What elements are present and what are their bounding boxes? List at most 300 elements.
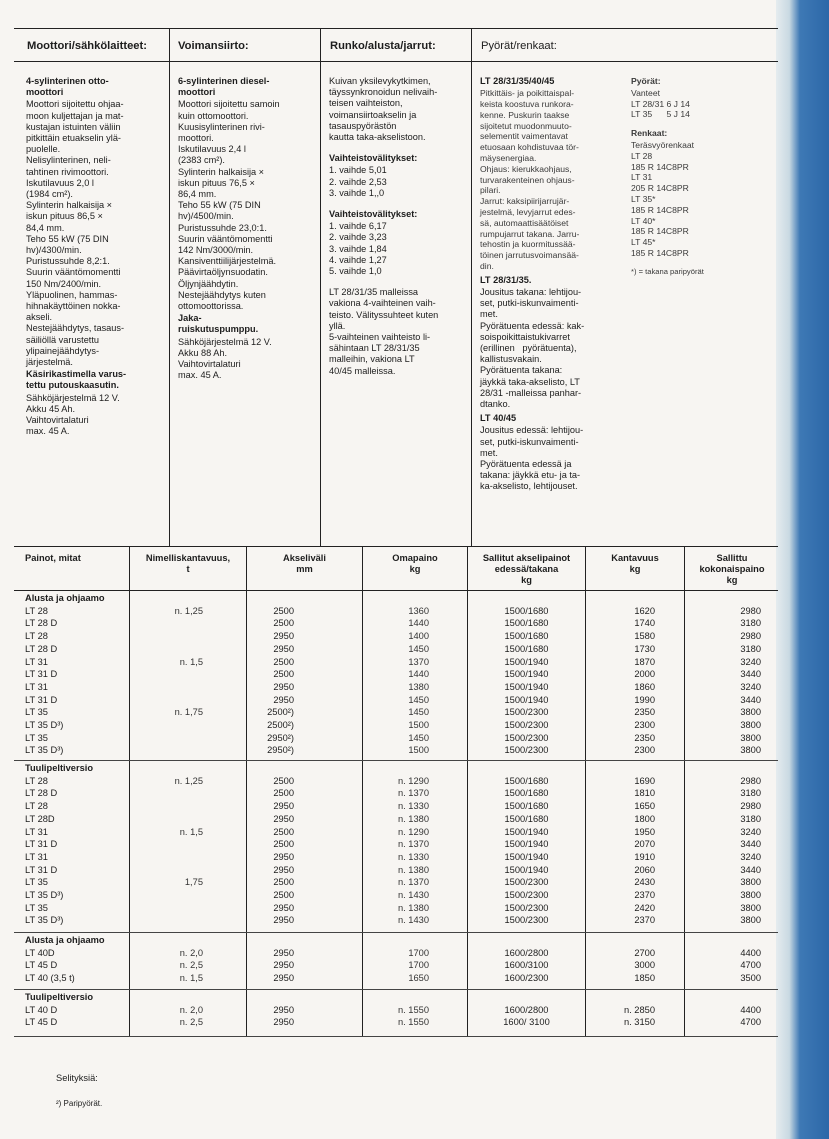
- diesel-engine-line: Kansiventtiilijärjestelmä.: [178, 256, 277, 267]
- diesel-engine-line: Päävirtaöljynsuodatin.: [178, 267, 268, 278]
- cell-capacity: 1850: [634, 973, 655, 984]
- fuel-system-line: max. 45 A.: [26, 426, 70, 437]
- col-divider-1: [169, 28, 170, 546]
- tire-line: 185 R 14C8PR: [631, 247, 689, 258]
- cell-payload: n. 1,5: [179, 826, 203, 837]
- cell-model: LT 31 D: [25, 669, 58, 680]
- suspension-line: Pyörätuenta edessä: kak-: [480, 320, 585, 331]
- cell-gross-weight: 2980: [740, 631, 761, 642]
- cell-capacity: 1860: [634, 681, 655, 692]
- body-steering-brakes-line: rumpujarrut takana. Jarru-: [480, 228, 580, 239]
- cell-capacity: 2370: [634, 890, 655, 900]
- body-steering-brakes-line: jestelmä, levyjarrut edes-: [480, 206, 576, 217]
- cell-kerb-weight: 1450: [408, 694, 429, 705]
- petrol-engine-line: Puristussuhde 8,2:1.: [26, 256, 110, 267]
- rim-line: LT 35 5 J 14: [631, 109, 690, 120]
- suspension-line: set, putki-iskunvaimenti-: [480, 436, 579, 447]
- cell-model: LT 31: [25, 826, 48, 837]
- cell-wheelbase: 2950: [273, 902, 294, 913]
- cell-wheelbase: 2950: [273, 643, 294, 654]
- gearbox-note-line: 40/45 malleissa.: [329, 365, 396, 376]
- cell-wheelbase: 2950: [273, 960, 294, 971]
- cell-wheelbase: 2950: [273, 631, 294, 642]
- cell-capacity: 1740: [634, 618, 655, 629]
- cell-model: LT 35: [25, 732, 48, 743]
- cell-capacity: n. 3150: [623, 1017, 655, 1028]
- th-payload: Nimelliskantavuus, t: [145, 553, 231, 574]
- cell-wheelbase: 2950: [273, 915, 294, 926]
- cell-kerb-weight: 1500: [408, 745, 429, 756]
- diesel-engine-line: Nestejäähdytys kuten: [178, 289, 266, 300]
- cell-gross-weight: 3800: [740, 720, 761, 730]
- cell-model: LT 35: [25, 707, 48, 718]
- cell-payload: n. 1,25: [174, 775, 203, 786]
- lt-28-31-35-suspension-text: [480, 287, 620, 410]
- cell-gross-weight: 3180: [740, 618, 761, 629]
- tire-line: LT 28: [631, 150, 653, 161]
- cell-wheelbase: 2500: [273, 826, 294, 837]
- body-steering-brakes-line: etuosaan kohdistuvaa tör-: [480, 142, 579, 153]
- petrol-engine-line: Nestejäähdytys, tasaus-: [26, 323, 125, 334]
- cell-wheelbase: 2500: [273, 839, 294, 850]
- cell-gross-weight: 4400: [740, 947, 761, 958]
- cell-gross-weight: 3500: [740, 973, 761, 984]
- cell-kerb-weight: 1450: [408, 707, 429, 718]
- cell-axle-loads: 1500/2300: [504, 707, 549, 718]
- lt-40-45-title: LT 40/45: [480, 413, 517, 424]
- diesel-engine-line: hv)/4500/min.: [178, 211, 234, 222]
- cell-capacity: 3000: [634, 960, 655, 971]
- cell-kerb-weight: 1440: [408, 618, 429, 629]
- header-chassis: Runko/alusta/jarrut:: [330, 40, 436, 52]
- petrol-engine-line: Suurin vääntömomentti: [26, 267, 121, 278]
- table-header-rule: [14, 590, 778, 591]
- cell-wheelbase: 2950: [273, 801, 294, 812]
- cell-kerb-weight: n. 1290: [397, 775, 429, 786]
- clutch-gearbox-line: teisen vaihteiston,: [329, 98, 403, 109]
- gearbox-note-line: teisto. Välityssuhteet kuten: [329, 309, 439, 320]
- cell-capacity: 2070: [634, 839, 655, 850]
- rims-list: [631, 88, 771, 120]
- header-transmission: Voimansiirto:: [178, 40, 249, 52]
- petrol-engine-line: 150 Nm/2400/min.: [26, 278, 102, 289]
- gear-ratios-5-list: [329, 221, 469, 277]
- cell-kerb-weight: 1440: [408, 669, 429, 680]
- body-steering-brakes-line: din.: [480, 260, 494, 271]
- cell-capacity: 1810: [634, 788, 655, 799]
- cell-capacity: 1990: [634, 694, 655, 705]
- cell-axle-loads: 1500/1680: [504, 788, 549, 799]
- cell-model: LT 31: [25, 656, 48, 667]
- cell-gross-weight: 3440: [740, 669, 761, 680]
- cell-capacity: 1800: [634, 813, 655, 824]
- petrol-engine-line: ylipainejäähdytys-: [26, 345, 100, 356]
- diesel-engine-line: iskun pituus 76,5 ×: [178, 177, 255, 188]
- suspension-line: Jousitus takana: lehtijou-: [480, 286, 582, 297]
- diesel-engine-line: 142 Nm/3000/min.: [178, 245, 254, 256]
- top-rule: [14, 28, 778, 29]
- lt-40-45-suspension-text: [480, 425, 620, 492]
- suspension-line: dtanko.: [480, 398, 511, 409]
- suspension-line: kallistusvakain.: [480, 354, 542, 365]
- group-title: Tuulipeltiversio: [25, 763, 94, 773]
- petrol-engine-line: 84,4 mm.: [26, 222, 65, 233]
- th-capacity: Kantavuus kg: [611, 553, 659, 574]
- tires-title: Renkaat:: [631, 128, 668, 139]
- cell-model: LT 28 D: [25, 788, 58, 799]
- cell-model: LT 28: [25, 631, 48, 642]
- cell-kerb-weight: n. 1550: [397, 1017, 429, 1028]
- cell-gross-weight: 4700: [740, 1017, 761, 1028]
- gearbox-note-line: sähintaan LT 28/31/35: [329, 343, 420, 354]
- diesel-engine-line: Moottori sijoitettu samoin: [178, 99, 280, 110]
- cell-model: LT 35 D³): [25, 720, 64, 730]
- page-edge-blue-strip: [776, 0, 829, 1139]
- suspension-line: (erillinen pyörätuenta),: [480, 342, 577, 353]
- cell-kerb-weight: 1360: [408, 605, 429, 616]
- cell-kerb-weight: 1700: [408, 947, 429, 958]
- petrol-engine-line: tahtinen rivimoottori.: [26, 166, 109, 177]
- gearbox-note-line: vakiona 4-vaihteinen vaih-: [329, 298, 436, 309]
- petrol-engine-line: moon kuljettajan ja mat-: [26, 110, 124, 121]
- cell-model: LT 31 D: [25, 694, 58, 705]
- group-title: Alusta ja ohjaamo: [25, 593, 105, 603]
- cell-kerb-weight: n. 1330: [397, 801, 429, 812]
- cell-wheelbase: 2500: [273, 877, 294, 888]
- cell-capacity: n. 2850: [623, 1004, 655, 1015]
- petrol-engine-title: 4-sylinterinen otto- moottori: [26, 76, 109, 98]
- cell-axle-loads: 1500/2300: [504, 720, 549, 730]
- cell-gross-weight: 4700: [740, 960, 761, 971]
- cell-gross-weight: 2980: [740, 605, 761, 616]
- cell-model: LT 35 D³): [25, 915, 64, 926]
- body-steering-brakes-line: mäysenergiaa.: [480, 152, 537, 163]
- cell-model: LT 35: [25, 877, 48, 888]
- cell-wheelbase: 2500: [273, 775, 294, 786]
- cell-gross-weight: 3800: [740, 745, 761, 756]
- cell-gross-weight: 3440: [740, 864, 761, 875]
- gear-ratios-5-title: Vaihteistovälitykset:: [329, 209, 418, 220]
- cell-wheelbase: 2500: [273, 788, 294, 799]
- clutch-gearbox-line: Kuivan yksilevykytkimen,: [329, 76, 431, 86]
- body-steering-brakes-line: kenne. Puskurin taakse: [480, 109, 570, 120]
- cell-axle-loads: 1500/2300: [504, 902, 549, 913]
- cell-axle-loads: 1500/1680: [504, 813, 549, 824]
- cell-capacity: 1650: [634, 801, 655, 812]
- fuel-system-line: Sähköjärjestelmä 12 V.: [26, 392, 120, 403]
- clutch-gearbox-line: täyssynkronoidun nelivaih-: [329, 87, 438, 98]
- petrol-engine-line: järjestelmä.: [26, 357, 73, 368]
- cell-axle-loads: 1500/1940: [504, 839, 549, 850]
- gear-ratios-4-list: [329, 165, 469, 199]
- th-axle-loads: Sallitut akselipainot edessä/takana kg: [482, 553, 571, 585]
- header-divider: [14, 61, 778, 62]
- cell-model: LT 28: [25, 775, 48, 786]
- cell-kerb-weight: n. 1380: [397, 902, 429, 913]
- cell-gross-weight: 3800: [740, 890, 761, 900]
- cell-capacity: 1690: [634, 775, 655, 786]
- chassis-column: [329, 76, 469, 378]
- tire-line: LT 35*: [631, 193, 656, 204]
- injection-pump-text: [178, 337, 318, 382]
- body-steering-brakes-line: Jarrut: kaksipiirijarrujär-: [480, 196, 570, 207]
- cell-model: LT 28: [25, 801, 48, 812]
- diesel-engine-line: kuin ottomoottori.: [178, 110, 249, 121]
- cell-axle-loads: 1500/1940: [504, 656, 549, 667]
- diesel-engine-line: Teho 55 kW (75 DIN: [178, 200, 261, 211]
- cell-axle-loads: 1500/1680: [504, 775, 549, 786]
- diesel-engine-line: Suurin vääntömomentti: [178, 233, 273, 244]
- suspension-line: takana: jäykkä etu- ja ta-: [480, 470, 581, 481]
- col-divider-2: [320, 28, 321, 546]
- cell-gross-weight: 3180: [740, 643, 761, 654]
- petrol-engine-line: Teho 55 kW (75 DIN: [26, 233, 109, 244]
- cell-capacity: 2700: [634, 947, 655, 958]
- cell-gross-weight: 3800: [740, 707, 761, 718]
- cell-capacity: 1910: [634, 851, 655, 862]
- diesel-engine-line: Sylinterin halkaisija ×: [178, 166, 265, 177]
- engine-column: [26, 76, 166, 439]
- suspension-line: 28/31 -malleissa panhar-: [480, 387, 582, 398]
- cell-axle-loads: 1600/3100: [504, 960, 549, 971]
- cell-axle-loads: 1600/2800: [504, 1004, 549, 1015]
- petrol-engine-line: hv)/4300/min.: [26, 245, 82, 256]
- cell-axle-loads: 1500/1680: [504, 618, 549, 629]
- suspension-line: jäykkä taka-akselisto, LT: [480, 376, 580, 387]
- cell-capacity: 1580: [634, 631, 655, 642]
- cell-model: LT 45 D: [25, 960, 58, 971]
- petrol-engine-line: Sylinterin halkaisija ×: [26, 200, 113, 211]
- cell-model: LT 31 D: [25, 864, 58, 875]
- cell-payload: n. 2,5: [179, 960, 203, 971]
- cell-kerb-weight: n. 1290: [397, 826, 429, 837]
- cell-wheelbase: 2950: [273, 1017, 294, 1028]
- cell-wheelbase: 2950: [273, 813, 294, 824]
- cell-capacity: 2350: [634, 732, 655, 743]
- petrol-engine-line: Nelisylinterinen, neli-: [26, 155, 111, 166]
- cell-capacity: 2370: [634, 915, 655, 926]
- cell-axle-loads: 1500/2300: [504, 745, 549, 756]
- petrol-engine-line: hihnakäyttöinen nokka-: [26, 301, 121, 312]
- gear-ratio-line: 3. vaihde 1,,0: [329, 187, 385, 198]
- cell-gross-weight: 4400: [740, 1004, 761, 1015]
- cell-gross-weight: 3800: [740, 902, 761, 913]
- cell-model: LT 28: [25, 605, 48, 616]
- cell-wheelbase: 2950: [273, 947, 294, 958]
- cell-kerb-weight: n. 1370: [397, 788, 429, 799]
- cell-kerb-weight: 1450: [408, 732, 429, 743]
- tire-line: 185 R 14C8PR: [631, 226, 689, 237]
- cell-wheelbase: 2950: [273, 864, 294, 875]
- cell-kerb-weight: 1700: [408, 960, 429, 971]
- fuel-system-line: Akku 45 Ah.: [26, 403, 76, 414]
- cell-capacity: 1950: [634, 826, 655, 837]
- diesel-engine-line: 86,4 mm.: [178, 189, 217, 200]
- cell-payload: n. 2,0: [179, 1004, 203, 1015]
- gearbox-note: [329, 287, 469, 377]
- cell-kerb-weight: 1400: [408, 631, 429, 642]
- tire-line: 185 R 14C8PR: [631, 161, 689, 172]
- cell-wheelbase: 2950: [273, 694, 294, 705]
- cell-capacity: 2060: [634, 864, 655, 875]
- wheels-column: [631, 76, 771, 279]
- cell-payload: n. 2,5: [179, 1017, 203, 1028]
- group-title: Tuulipeltiversio: [25, 992, 94, 1002]
- cell-kerb-weight: 1380: [408, 681, 429, 692]
- diesel-engine-line: Iskutilavuus 2,4 l: [178, 144, 246, 155]
- tire-line: LT 40*: [631, 215, 656, 226]
- group-rule-1: [14, 760, 778, 761]
- gearbox-note-line: malleihin, vakiona LT: [329, 354, 415, 365]
- body-steering-brakes-line: töinen jarrutusvoimansää-: [480, 250, 579, 261]
- cell-gross-weight: 3240: [740, 826, 761, 837]
- cell-model: LT 40 (3,5 t): [25, 973, 75, 984]
- gear-ratio-line: 2. vaihde 2,53: [329, 176, 387, 187]
- petrol-engine-line: pitkittäin etuakselin ylä-: [26, 133, 121, 144]
- suspension-line: Pyörätuenta takana:: [480, 365, 563, 376]
- cell-model: LT 28 D: [25, 618, 58, 629]
- cell-gross-weight: 3180: [740, 788, 761, 799]
- cell-gross-weight: 3180: [740, 813, 761, 824]
- gear-ratio-line: 4. vaihde 1,27: [329, 254, 387, 265]
- cell-capacity: 1620: [634, 605, 655, 616]
- cell-kerb-weight: 1450: [408, 643, 429, 654]
- th-gross-weight: Sallittu kokonaispaino kg: [699, 553, 765, 585]
- cell-model: LT 35: [25, 902, 48, 913]
- cell-axle-loads: 1600/ 3100: [503, 1017, 550, 1028]
- cell-gross-weight: 3800: [740, 915, 761, 926]
- diesel-engine-line: Kuusisylinterinen rivi-: [178, 121, 265, 132]
- cell-capacity: 2430: [634, 877, 655, 888]
- cell-model: LT 35 D³): [25, 890, 64, 900]
- cell-axle-loads: 1500/2300: [504, 877, 549, 888]
- diesel-engine-text: [178, 99, 318, 312]
- cell-gross-weight: 3440: [740, 839, 761, 850]
- petrol-engine-line: akseli.: [26, 312, 53, 323]
- cell-gross-weight: 3800: [740, 877, 761, 888]
- cell-capacity: 2420: [634, 902, 655, 913]
- suspension-column: [480, 76, 620, 494]
- group-title: Alusta ja ohjaamo: [25, 935, 105, 945]
- cell-wheelbase: 2500²): [267, 707, 294, 718]
- cell-wheelbase: 2500²): [267, 720, 294, 730]
- cell-kerb-weight: 1650: [408, 973, 429, 984]
- gearbox-note-line: LT 28/31/35 malleissa: [329, 287, 419, 298]
- cell-wheelbase: 2950²): [267, 732, 294, 743]
- cell-capacity: 1730: [634, 643, 655, 654]
- cell-wheelbase: 2500: [273, 656, 294, 667]
- cell-capacity: 2350: [634, 707, 655, 718]
- dual-wheel-note: *) = takana paripyörät: [631, 266, 704, 276]
- cell-kerb-weight: n. 1370: [397, 877, 429, 888]
- cell-wheelbase: 2500: [273, 605, 294, 616]
- gear-ratio-line: 1. vaihde 5,01: [329, 165, 387, 176]
- cell-model: LT 40D: [25, 947, 55, 958]
- cell-kerb-weight: n. 1550: [397, 1004, 429, 1015]
- petrol-engine-line: kustajan istuinten väliin: [26, 121, 121, 132]
- gear-ratio-line: 5. vaihde 1,0: [329, 266, 382, 277]
- th-kerb-weight: Omapaino kg: [392, 553, 438, 574]
- injection-pump-line: Sähköjärjestelmä 12 V.: [178, 336, 272, 347]
- cell-axle-loads: 1500/2300: [504, 915, 549, 926]
- injection-pump-line: max. 45 A.: [178, 370, 222, 381]
- tire-line: LT 31: [631, 172, 653, 183]
- cell-kerb-weight: 1500: [408, 720, 429, 730]
- cell-model: LT 40 D: [25, 1004, 58, 1015]
- cell-wheelbase: 2950²): [267, 745, 294, 756]
- cell-wheelbase: 2950: [273, 681, 294, 692]
- suspension-line: met.: [480, 447, 498, 458]
- cell-axle-loads: 1500/2300: [504, 890, 549, 900]
- cell-axle-loads: 1500/1940: [504, 694, 549, 705]
- header-engine: Moottori/sähkölaitteet:: [27, 40, 147, 52]
- petrol-engine-line: iskun pituus 86,5 ×: [26, 211, 103, 222]
- cell-axle-loads: 1500/1680: [504, 643, 549, 654]
- cell-axle-loads: 1500/2300: [504, 732, 549, 743]
- cell-gross-weight: 3240: [740, 656, 761, 667]
- cell-gross-weight: 3240: [740, 681, 761, 692]
- cell-wheelbase: 2500: [273, 890, 294, 900]
- cell-payload: n. 1,5: [179, 656, 203, 667]
- header-wheels: Pyörät/renkaat:: [481, 40, 557, 52]
- cell-capacity: 2300: [634, 745, 655, 756]
- body-steering-brakes-line: pilari.: [480, 185, 501, 196]
- gear-ratio-line: 3. vaihde 1,84: [329, 243, 387, 254]
- injection-pump-line: Vaihtovirtalaturi: [178, 359, 241, 370]
- cell-axle-loads: 1500/1680: [504, 605, 549, 616]
- cell-kerb-weight: 1370: [408, 656, 429, 667]
- group-rule-2: [14, 932, 778, 933]
- petrol-engine-line: Yläpuolinen, hammas-: [26, 289, 118, 300]
- cell-axle-loads: 1500/1680: [504, 631, 549, 642]
- cell-model: LT 31: [25, 681, 48, 692]
- suspension-line: Pyörätuenta edessä ja: [480, 459, 572, 469]
- fuel-system-text: [26, 393, 166, 438]
- petrol-engine-line: säiliöllä varustettu: [26, 334, 100, 345]
- diesel-engine-title: 6-sylinterinen diesel- moottori: [178, 76, 270, 98]
- cell-capacity: 2300: [634, 720, 655, 730]
- group-rule-3: [14, 989, 778, 990]
- cell-kerb-weight: n. 1330: [397, 851, 429, 862]
- cell-axle-loads: 1500/1940: [504, 669, 549, 680]
- cell-capacity: 2000: [634, 669, 655, 680]
- gear-ratios-4-title: Vaihteistovälitykset:: [329, 153, 418, 164]
- gear-ratio-line: 1. vaihde 6,17: [329, 221, 387, 232]
- col-divider-3: [471, 28, 472, 546]
- cell-wheelbase: 2950: [273, 851, 294, 862]
- cell-axle-loads: 1600/2300: [504, 973, 549, 984]
- gearbox-note-line: yllä.: [329, 320, 346, 331]
- clutch-gearbox-line: kautta taka-akselistoon.: [329, 132, 426, 143]
- cell-gross-weight: 3440: [740, 694, 761, 705]
- petrol-engine-line: Iskutilavuus 2,0 l: [26, 177, 94, 188]
- cell-axle-loads: 1500/1940: [504, 851, 549, 862]
- clutch-gearbox-text: [329, 76, 469, 143]
- cell-capacity: 1870: [634, 656, 655, 667]
- suspension-line: set, putki-iskunvaimenti-: [480, 298, 579, 309]
- fuel-system-line: Vaihtovirtalaturi: [26, 415, 89, 426]
- cell-wheelbase: 2500: [273, 669, 294, 680]
- cell-payload: n. 1,5: [179, 973, 203, 984]
- th-wheelbase: Akseliväli mm: [283, 553, 326, 574]
- diesel-engine-line: (2383 cm²).: [178, 155, 225, 166]
- tires-list: [631, 140, 771, 259]
- table-bottom-rule: [14, 1036, 778, 1037]
- gearbox-note-line: 5-vaihteinen vaihteisto li-: [329, 332, 431, 343]
- tire-line: LT 45*: [631, 237, 656, 248]
- lt-28-31-35-title: LT 28/31/35.: [480, 274, 532, 285]
- transmission-column: [178, 76, 318, 382]
